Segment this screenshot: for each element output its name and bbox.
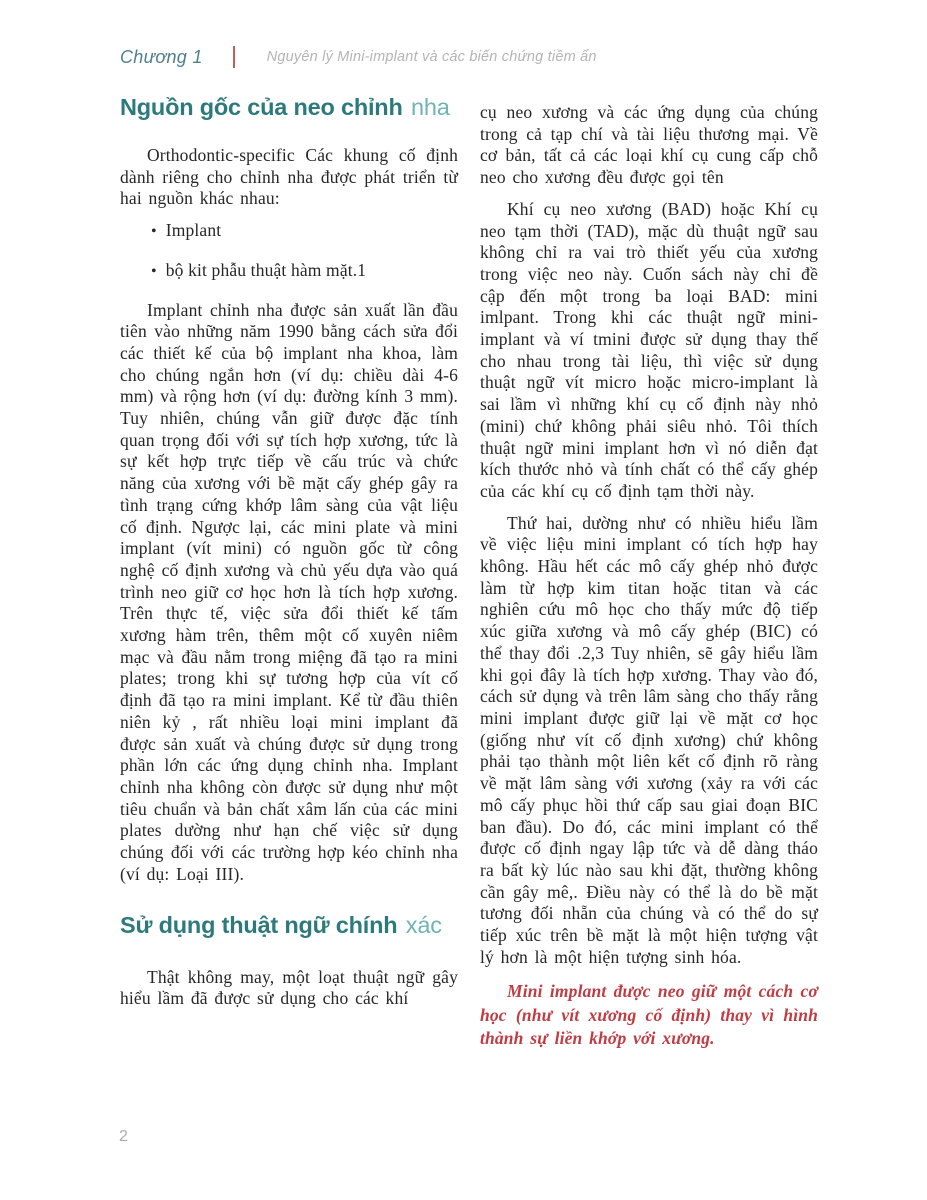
heading-main-text: Sử dụng thuật ngữ chính bbox=[120, 911, 398, 938]
section-heading-origins bbox=[120, 92, 458, 122]
right-column bbox=[480, 92, 818, 1061]
heading-accent-text: xác bbox=[405, 911, 442, 938]
page-number: 2 bbox=[119, 1128, 128, 1145]
paragraph-history: Implant chỉnh nha được sản xuất lần đầu tiên vào những năm 1990 bằng cách sửa đổi các thiết kế của bộ implant nha khoa, làm cho chúng ngắn hơn (ví dụ: chiều dài 4-6 mm) và rộng hơn (ví dụ: đường kính 3 mm). Tuy nhiên, chúng vẫn giữ được đặc tính quan trọng đối với sự tích hợp xương, tức là sự kết hợp trực tiếp về cấu trúc và chức năng của xương với bề mặt cấy ghép gây ra tình trạng cứng khớp lâm sàng của vật liệu cố định. Ngược lại, các mini plate và mini implant (vít mini) có nguồn gốc từ công nghệ cố định xương và chủ yếu dựa vào quá trình neo giữ cơ học hơn là tích hợp xương. Trên thực tế, việc sửa đổi thiết kế tấm xương hàm trên, thêm một cố xuyên niêm mạc và đầu nằm trong miệng đã tạo ra mini plates; trong khi sự tương hợp của vít cố định đã tạo ra mini implant. Kể từ đầu thiên niên kỷ , rất nhiều loại mini implant đã được sản xuất và chúng được sử dụng trong phần lớn các ứng dụng chỉnh nha. Implant chỉnh nha không còn được sử dụng như một tiêu chuẩn và bản chất xâm lấn của các mini plates dường như hạn chế việc sử dụng chúng đối với các trường hợp kéo chỉnh nha (ví dụ: Loại III). bbox=[120, 299, 458, 884]
section-heading-terminology bbox=[120, 910, 458, 940]
paragraph-bad-tad: Khí cụ neo xương (BAD) hoặc Khí cụ neo tạm thời (TAD), mặc dù thuật ngữ sau không chỉ ra vai trò thiết yếu của xương trong việc neo này. Cuốn sách này chỉ đề cập đến một trong ba loại BAD: mini imlpant. Trong khi các thuật ngữ mini-implant và ví tmini được sử dụng thay thế cho nhau trong tài liệu, thì việc sử dụng thuật ngữ vít micro hoặc micro-implant là sai lầm vì những khí cụ cố định này nhỏ (mini) chứ không phải siêu nhỏ. Tôi thích thuật ngữ mini implant hơn vì nó diễn đạt kích thước nhỏ và tính chất có thể cấy ghép của các khí cụ cố định tạm thời này. bbox=[480, 198, 818, 501]
two-column-content bbox=[120, 92, 818, 1061]
chapter-label: Chương 1 bbox=[120, 46, 203, 67]
paragraph-osseointegration: Thứ hai, dường như có nhiều hiểu lầm về việc liệu mini implant có tích hợp hay không. Hầu hết các mô cấy ghép nhỏ được làm từ hợp kim titan hoặc titan và các nghiên cứu mô học cho thấy mức độ tiếp xúc giữa xương và mô cấy ghép (BIC) có thể thay đổi .2,3 Tuy nhiên, sẽ gây hiểu lầm khi gọi đây là tích hợp xương. Thay vào đó, cách sử dụng và trên lâm sàng cho thấy rằng mini implant được giữ lại về mặt cơ học (giống như vít cố định xương) chứ không phải tạo thành một liên kết cố định rõ ràng về mặt lâm sàng với xương (xảy ra với các mô cấy phục hồi thứ cấp sau giai đoạn BIC ban đầu). Do đó, các mini implant có thể được cố định ngay lập tức và dễ dàng tháo ra bất kỳ lúc nào sau khi đặt, thường không cần gây mê,. Điều này có thể là do bề mặt tương đối nhẵn của chúng và có thể do sự tiếp xúc trên bề mặt là một hiện tượng vật lý hơn là một hiện tượng sinh hóa. bbox=[480, 512, 818, 967]
paragraph-terminology-intro: Thật không may, một loạt thuật ngữ gây hiểu lầm đã được sử dụng cho các khí bbox=[120, 966, 458, 1009]
running-header bbox=[120, 46, 817, 68]
bullet-list bbox=[120, 220, 458, 282]
key-point-quote: Mini implant được neo giữ một cách cơ học (như vít xương cố định) thay vì hình thành sự liền khớp với xương. bbox=[480, 981, 818, 1049]
paragraph-continuation: cụ neo xương và các ứng dụng của chúng trong cả tạp chí và tài liệu thương mại. Về cơ bản, tất cả các loại khí cụ cung cấp chỗ neo cho xương đều được gọi tên bbox=[480, 102, 818, 188]
heading-accent-text: nha bbox=[410, 94, 450, 120]
header-divider-rule bbox=[233, 46, 235, 68]
list-item-text: bộ kit phẫu thuật hàm mặt.1 bbox=[165, 259, 367, 280]
running-title: Nguyên lý Mini-implant và các biến chứng tiềm ẩn bbox=[266, 49, 597, 65]
list-item-text: Implant bbox=[165, 220, 222, 241]
list-item-implant bbox=[151, 220, 458, 243]
left-column bbox=[120, 92, 458, 1061]
heading-main-text: Nguồn gốc của neo chỉnh bbox=[120, 94, 403, 120]
paragraph-intro: Orthodontic-specific Các khung cố định dành riêng cho chỉnh nha được phát triển từ hai nguồn khác nhau: bbox=[120, 145, 458, 209]
list-item-surgical-kit bbox=[151, 260, 458, 283]
